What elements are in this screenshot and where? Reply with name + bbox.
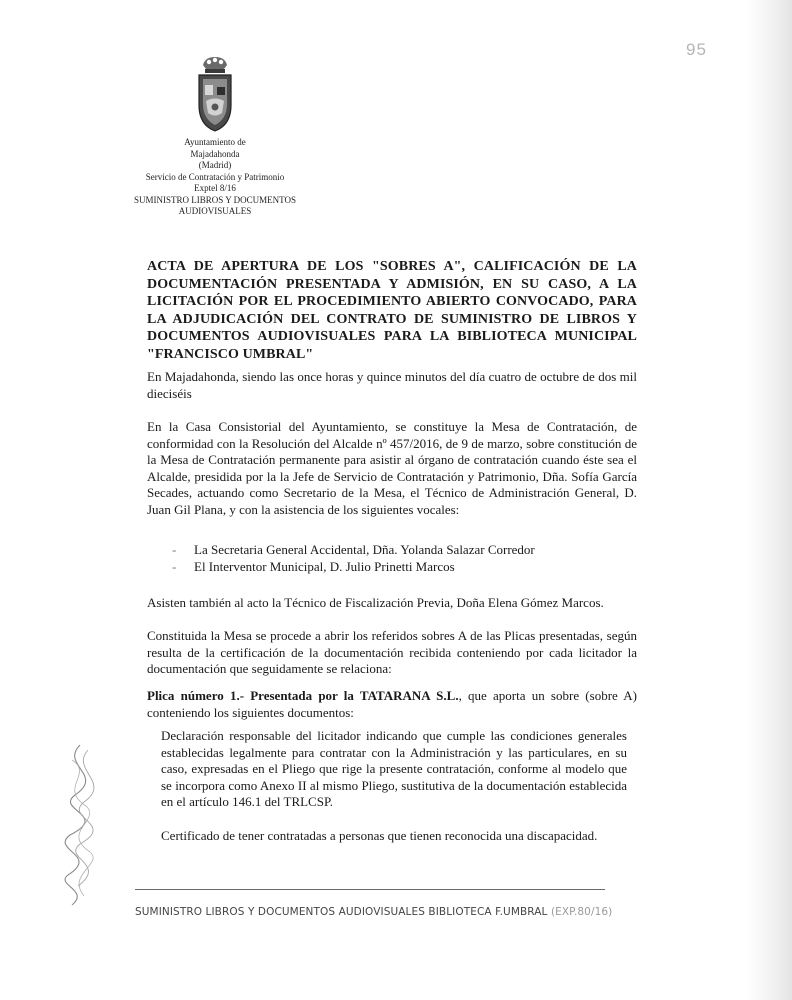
document-title: ACTA DE APERTURA DE LOS "SOBRES A", CALIFICACIÓN DE LA DOCUMENTACIÓN PRESENTADA Y ADMISIÓN, EN SU CASO, A LA LICITACIÓN POR EL PROCEDIMIENTO ABIERTO CONVOCADO, PARA LA ADJUDICACIÓN DEL CONTRATO DE SUMINISTRO DE LIBROS Y DOCUMENTOS AUDIOVISUALES PARA LA BIBLIOTECA MUNICIPAL "FRANCISCO UMBRAL" <box>147 259 637 362</box>
plica-text: , que aporta un sobre (sobre A) conteniendo los siguientes documentos: <box>147 688 638 720</box>
vocales-list <box>172 541 592 575</box>
intro-paragraph: En Majadahonda, siendo las once horas y quince minutos del día cuatro de octubre de dos mil dieciséis <box>147 369 637 401</box>
bullet-dash: - <box>172 559 177 574</box>
scan-page-edge <box>746 0 792 1000</box>
letterhead-line: Servicio de Contratación y Patrimonio <box>145 171 285 182</box>
vocal-text: El Interventor Municipal, D. Julio Prinetti Marcos <box>194 559 455 574</box>
page-number: 95 <box>686 40 707 59</box>
list-item <box>172 541 592 558</box>
asisten-paragraph: Asisten también al acto la Técnico de Fiscalización Previa, Doña Elena Gómez Marcos. <box>147 595 604 610</box>
footer-text: SUMINISTRO LIBROS Y DOCUMENTOS AUDIOVISUALES BIBLIOTECA F.UMBRAL <box>135 906 548 918</box>
letterhead-line: (Madrid) <box>198 160 232 170</box>
letterhead <box>120 137 310 218</box>
handwritten-signature <box>50 740 130 910</box>
letterhead-line: Exptel 8/16 <box>194 183 236 193</box>
letterhead-line: Ayuntamiento de <box>184 137 246 147</box>
mesa-paragraph: En la Casa Consistorial del Ayuntamiento, se constituye la Mesa de Contratación, de conformidad con la Resolución del Alcalde nº 457/2016, de 9 de marzo, sobre constitución de la Mesa de Contratación permanente para asistir al órgano de contratación cuando éste sea el Alcalde, presidida por la la Jefe de Servicio de Contratación y Patrimonio, Dña. Sofía García Secades, actuando como Secretario de la Mesa, el Técnico de Administración General, D. Juan Gil Plana, y con la asistencia de los siguientes vocales: <box>147 419 637 517</box>
footer-divider <box>135 889 605 890</box>
constituida-paragraph: Constituida la Mesa se procede a abrir los referidos sobres A de las Plicas presentadas, según resulta de la certificación de la documentación recibida conteniendo por cada licitador la documentación que seguidamente se relaciona: <box>147 628 637 676</box>
declaracion-paragraph: Declaración responsable del licitador indicando que cumple las condiciones generales establecidas legalmente para contratar con la Administración y las particulares, en su caso, expresadas en el Pliego que rige la presente contratación, conforme al modelo que se incorpora como Anexo II al mismo Pliego, sustitutiva de la documentación establecida en el artículo 146.1 del TRLCSP. <box>161 728 627 809</box>
letterhead-line: Majadahonda <box>190 148 240 159</box>
letterhead-line: AUDIOVISUALES <box>178 206 252 216</box>
plica-label: Plica número 1.- Presentada por la TATARANA S.L. <box>147 688 459 703</box>
bullet-dash: - <box>172 542 177 557</box>
vocal-text: La Secretaria General Accidental, Dña. Yolanda Salazar Corredor <box>194 542 535 557</box>
coat-of-arms-logo <box>190 55 240 135</box>
plica-paragraph <box>147 688 637 721</box>
footer-code: (EXP.80/16) <box>550 906 613 918</box>
certificado-paragraph: Certificado de tener contratadas a personas que tienen reconocida una discapacidad. <box>161 828 598 843</box>
page-footer <box>135 906 612 918</box>
list-item <box>172 558 592 575</box>
letterhead-line: SUMINISTRO LIBROS Y DOCUMENTOS <box>134 194 296 205</box>
